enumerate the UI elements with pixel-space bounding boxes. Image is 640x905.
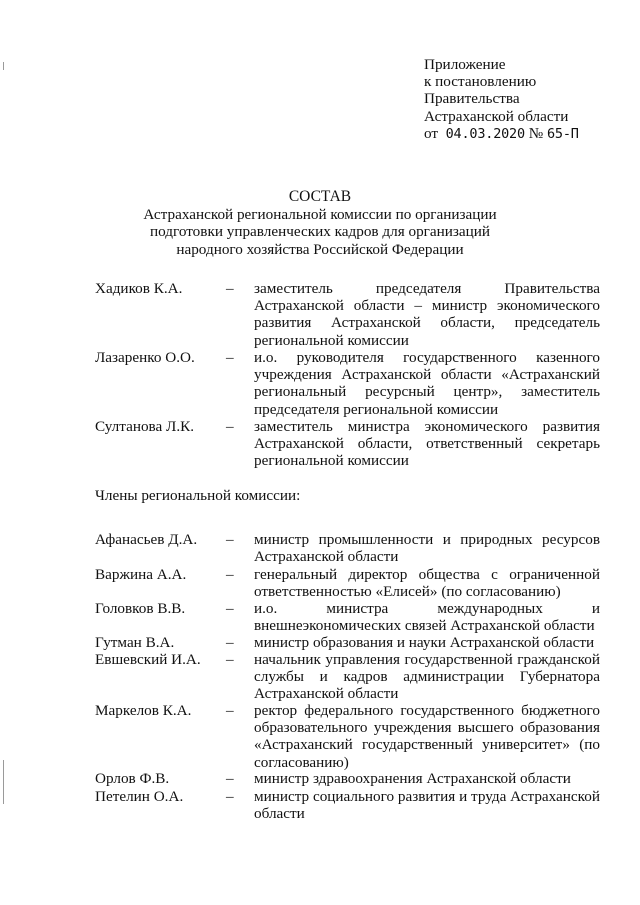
person-name: Хадиков К.А. xyxy=(95,280,183,297)
person-position: министр промышленности и природных ресурсов Астраханской области xyxy=(254,531,600,566)
person-name: Султанова Л.К. xyxy=(95,418,195,435)
entry-dash: – xyxy=(226,634,234,651)
person-name: Орлов Ф.В. xyxy=(95,770,170,787)
person-position: министр социального развития и труда Астраханской области xyxy=(254,788,600,823)
number-value: 65-П xyxy=(547,125,579,142)
entry-dash: – xyxy=(226,600,234,617)
scan-edge-mark xyxy=(3,62,4,70)
date-value: 04.03.2020 xyxy=(445,125,525,142)
person-position: министр здравоохранения Астраханской области xyxy=(254,770,571,787)
person-name: Афанасьев Д.А. xyxy=(95,531,198,548)
entry-dash: – xyxy=(226,531,234,548)
members-heading: Члены региональной комиссии: xyxy=(95,487,301,504)
entry-dash: – xyxy=(226,788,234,805)
entry-dash: – xyxy=(226,651,234,668)
person-name: Маркелов К.А. xyxy=(95,702,192,719)
person-position: и.о. руководителя государственного казенного учреждения Астраханской области «Астраханский региональный ресурсный центр», заместитель председателя региональной комиссии xyxy=(254,349,600,418)
entry-dash: – xyxy=(226,770,234,787)
title-line: народного хозяйства Российской Федерации xyxy=(176,240,464,258)
person-name: Головков В.В. xyxy=(95,600,186,617)
entry-dash: – xyxy=(226,418,234,435)
title-heading: СОСТАВ xyxy=(288,188,352,205)
entry-dash: – xyxy=(226,702,234,719)
appendix-line: к постановлению xyxy=(424,73,537,91)
person-position: и.о. министра международных и внешнеэкономических связей Астраханской области xyxy=(254,600,600,635)
person-position: заместитель министра экономического развития Астраханской области, ответственный секретарь региональной комиссии xyxy=(254,418,600,470)
person-position: ректор федерального государственного бюджетного образовательного учреждения высшего образования «Астраханский государственный университет» (по согласованию) xyxy=(254,702,600,771)
entry-dash: – xyxy=(226,280,234,297)
appendix-line: Астраханской области xyxy=(424,107,569,125)
person-name: Лазаренко О.О. xyxy=(95,349,195,366)
person-position: заместитель председателя Правительства Астраханской области – министр экономического развития Астраханской области, председатель региональной комиссии xyxy=(254,280,600,349)
scan-edge-mark xyxy=(3,760,4,804)
document-title xyxy=(120,188,520,258)
appendix-line: Приложение xyxy=(424,56,506,73)
appendix-line: Правительства xyxy=(424,90,520,108)
entry-dash: – xyxy=(226,566,234,583)
person-name: Варжина А.А. xyxy=(95,566,187,583)
person-position: генеральный директор общества с ограниченной ответственностью «Елисей» (по согласованию) xyxy=(254,566,600,601)
number-sign: № xyxy=(528,124,544,142)
title-line: Астраханской региональной комиссии по организации xyxy=(143,206,497,224)
date-prefix: от xyxy=(424,124,439,142)
person-name: Евшевский И.А. xyxy=(95,651,201,668)
person-name: Гутман В.А. xyxy=(95,634,175,651)
title-line: подготовки управленческих кадров для организаций xyxy=(149,223,491,241)
person-position: начальник управления государственной гражданской службы и кадров администрации Губернатора Астраханской области xyxy=(254,651,600,703)
person-name: Петелин О.А. xyxy=(95,788,184,805)
appendix-header xyxy=(424,56,624,143)
appendix-date-line xyxy=(424,125,624,143)
entry-dash: – xyxy=(226,349,234,366)
person-position: министр образования и науки Астраханской области xyxy=(254,634,595,651)
